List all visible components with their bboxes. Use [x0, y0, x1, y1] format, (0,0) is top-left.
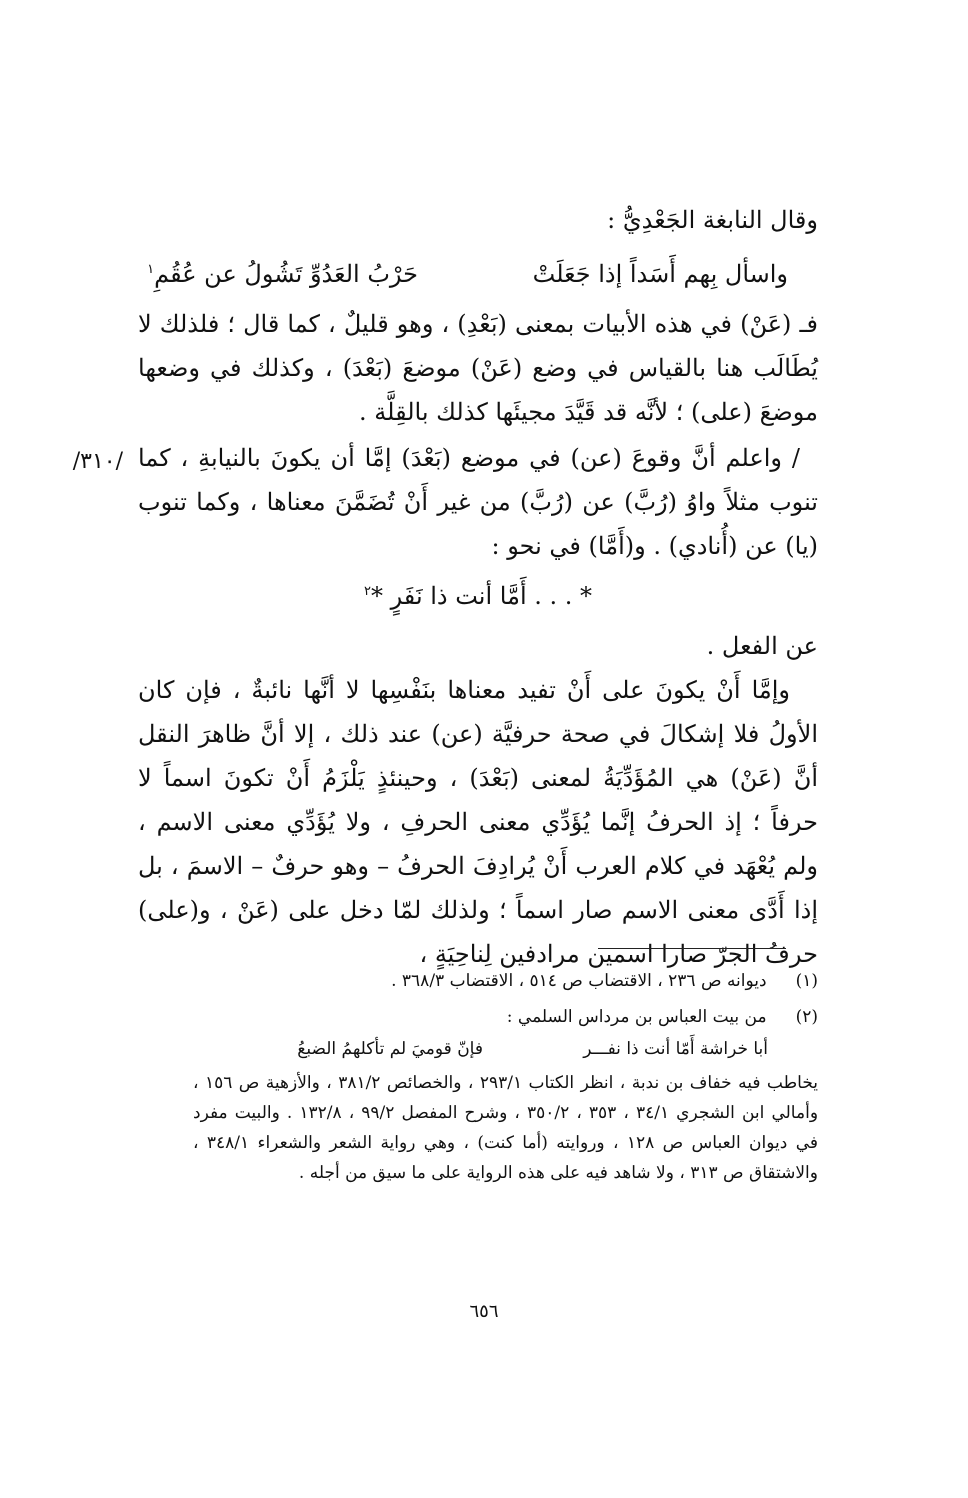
paragraph-1: فـ (عَنْ) في هذه الأبيات بمعنى (بَعْدِ) ، وهو قليلٌ ، كما قال ؛ فلذلك لا يُطَالَب هنا بالقياس في وضع (عَنْ) موضعَ (بَعْدَ) ، وكذلك في وضعها موضعَ (على) ؛ لأنَّه قد قَيَّدَ مجيئَها كذلك بالقِلَّة .	[138, 310, 818, 426]
footnote-number: (١)	[795, 971, 818, 991]
footnote-separator	[598, 948, 786, 949]
verse-hemistich-second: حَرْبُ العَدُوِّ تَشُولُ عن عُقُمِ$^١$	[147, 260, 418, 288]
footnote-number: (٢)	[795, 1007, 818, 1027]
footnote-ref-1: ١	[147, 262, 155, 277]
margin-page-marker: /٣١٠/	[72, 449, 123, 474]
footnote-ref-2: ٢	[363, 584, 371, 599]
paragraph-2: / واعلم أنَّ وقوعَ (عن) في موضع (بَعْدَ) إمَّا أن يكونَ بالنيابةِ ، كما تنوب مثلاً واوُ (رُبَّ) عن (رُبَّ) من غير أَنْ تُضَمَّنَ معناها ، وكما تنوب (يا) عن (أُنادي) . و(أَمَّا) في نحو :	[138, 444, 818, 560]
footnote-verse	[208, 1034, 768, 1064]
verse-hemistich-first: واسأل بِهم أَسَداً إذا جَعَلَتْ	[532, 260, 788, 288]
footnote-2-body: يخاطب فيه خفاف بن ندبة ، انظر الكتاب ٢٩٣/١ ، والخصائص ٣٨١/٢ ، والأزهية ص ١٥٦ ، وأمالي ابن الشجري ٣٤/١ ، ٣٥٣ ، ٣٥٠/٢ ، وشرح المفصل ٩٩/٢ ، ١٣٢/٨ . والبيت مفرد في ديوان العباس ص ١٢٨ ، وروايته (أما كنت) ، وهي رواية الشعر والشعراء ٣٤٨/١ ، والاشتقاق ص ٣١٣ ، ولا شاهد فيه على هذه الرواية على ما سيق من أجله .	[193, 1073, 819, 1183]
quoted-hemistich	[138, 574, 818, 618]
poet-intro-line: وقال النابغة الجَعْدِيُّ :	[607, 206, 818, 234]
page-number: ٦٥٦	[469, 1301, 499, 1322]
footnote-text: ديوانه ص ٢٣٦ ، الاقتضاب ص ٥١٤ ، الاقتضاب ٣٦٨/٣ .	[391, 971, 767, 991]
footnote-verse-hemistich-second: فإنّ قوميَ لم تأكلهمُ الضبعُ	[297, 1039, 483, 1059]
footnote-verse-hemistich-first: أبا خراشة أَمّا أنت ذا نفـــر	[583, 1039, 768, 1059]
footnote-2	[138, 1002, 818, 1032]
paragraph-3: عن الفعل .	[706, 632, 818, 660]
footnote-text: من بيت العباس بن مرداس السلمي :	[506, 1007, 767, 1027]
quote-text: * . . . أَمَّا أنت ذا نَفَرٍ *	[370, 582, 593, 610]
footnote-1	[138, 966, 818, 996]
paragraph-4: وإمَّا أَنْ يكونَ على أَنْ تفيد معناها بنَفْسِها لا أنَّها نائبةٌ ، فإن كان الأولُ فلا إشكالَ في صحة حرفيَّة (عن) عند ذلك ، إلا أنَّ ظاهرَ النقل أنَّ (عَنْ) هي المُؤَدِّيَةُ لمعنى (بَعْدَ) ، وحينئذٍ يَلْزَمُ أَنْ تكونَ اسماً لا حرفاً ؛ إذ الحرفُ إنَّما يُؤَدِّي معنى الحرفِ ، ولا يُؤَدِّي معنى الاسم ، ولم يُعْهَد في كلام العرب أَنْ يُرادِفَ الحرفُ – وهو حرفٌ – الاسمَ ، بل إذا أَدَّى معنى الاسم صار اسماً ؛ ولذلك لمّا دخل على (عَنْ ، و(على) حرفُ الجرّ صارا اسمين مرادفين لِناحِيَةٍ ،	[138, 676, 818, 968]
poem-verse	[138, 252, 818, 296]
